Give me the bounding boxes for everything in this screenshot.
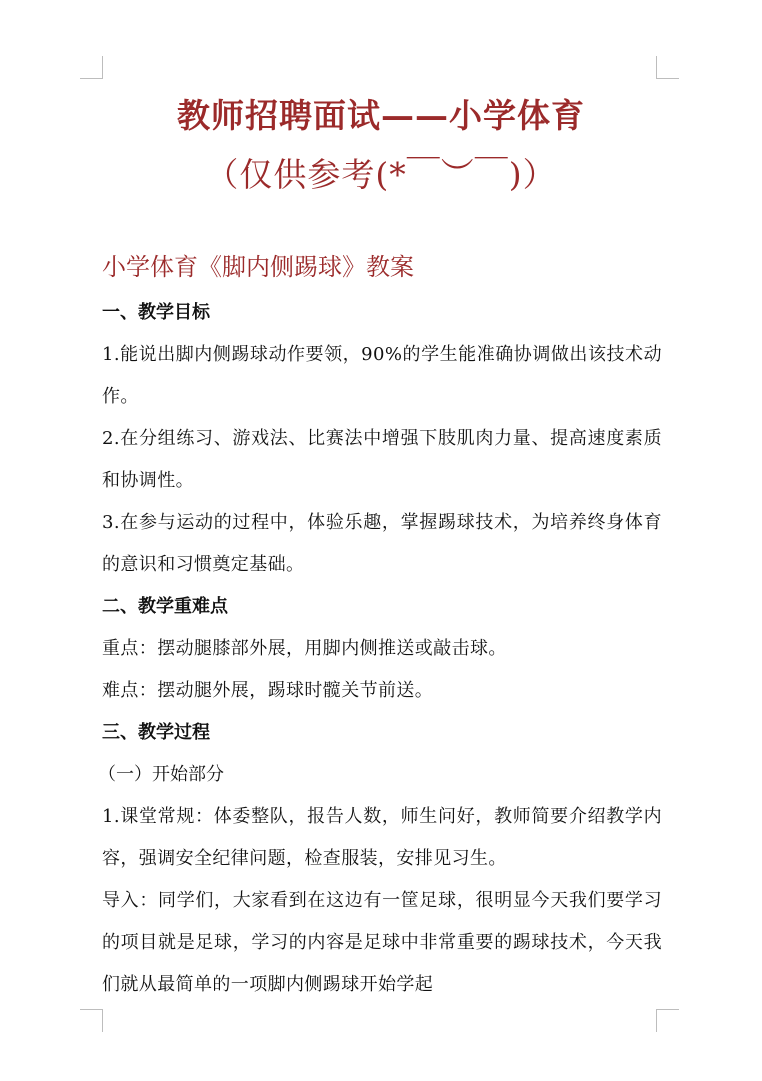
lesson-title: 小学体育《脚内侧踢球》教案 [102,253,414,281]
corner-mark-top-right [656,56,679,79]
corner-mark-top-left [80,56,103,79]
key-point: 重点：摆动腿膝部外展，用脚内侧推送或敲击球。 [102,638,507,659]
corner-mark-bottom-left [80,1009,103,1032]
section-heading-goals: 一、教学目标 [102,302,210,323]
goal-item-3: 3.在参与运动的过程中，体验乐趣，掌握踢球技术，为培养终身体育的意识和习惯奠定基础。 [102,512,662,575]
intro-paragraph: 导入：同学们，大家看到在这边有一筐足球，很明显今天我们要学习的项目就是足球，学习的内容是足球中非常重要的踢球技术，今天我们就从最简单的一项脚内侧踢球开始学起 [102,890,662,995]
goal-item-1: 1.能说出脚内侧踢球动作要领，90%的学生能准确协调做出该技术动作。 [102,344,662,407]
difficult-point: 难点：摆动腿外展，踢球时髋关节前送。 [102,680,434,701]
section-heading-key-points: 二、教学重难点 [102,596,228,617]
subsection-start-part: （一）开始部分 [98,764,224,785]
section-heading-process: 三、教学过程 [102,722,210,743]
goal-item-2: 2.在分组练习、游戏法、比赛法中增强下肢肌肉力量、提高速度素质和协调性。 [102,428,662,491]
document-title: 教师招聘面试——小学体育 [177,96,585,135]
document-subtitle: （仅供参考(*￣︶￣)） [205,155,557,194]
document-body [98,248,662,1006]
routine-paragraph: 1.课堂常规：体委整队，报告人数，师生问好，教师简要介绍教学内容，强调安全纪律问题，检查服装，安排见习生。 [102,806,662,869]
corner-mark-bottom-right [656,1009,679,1032]
